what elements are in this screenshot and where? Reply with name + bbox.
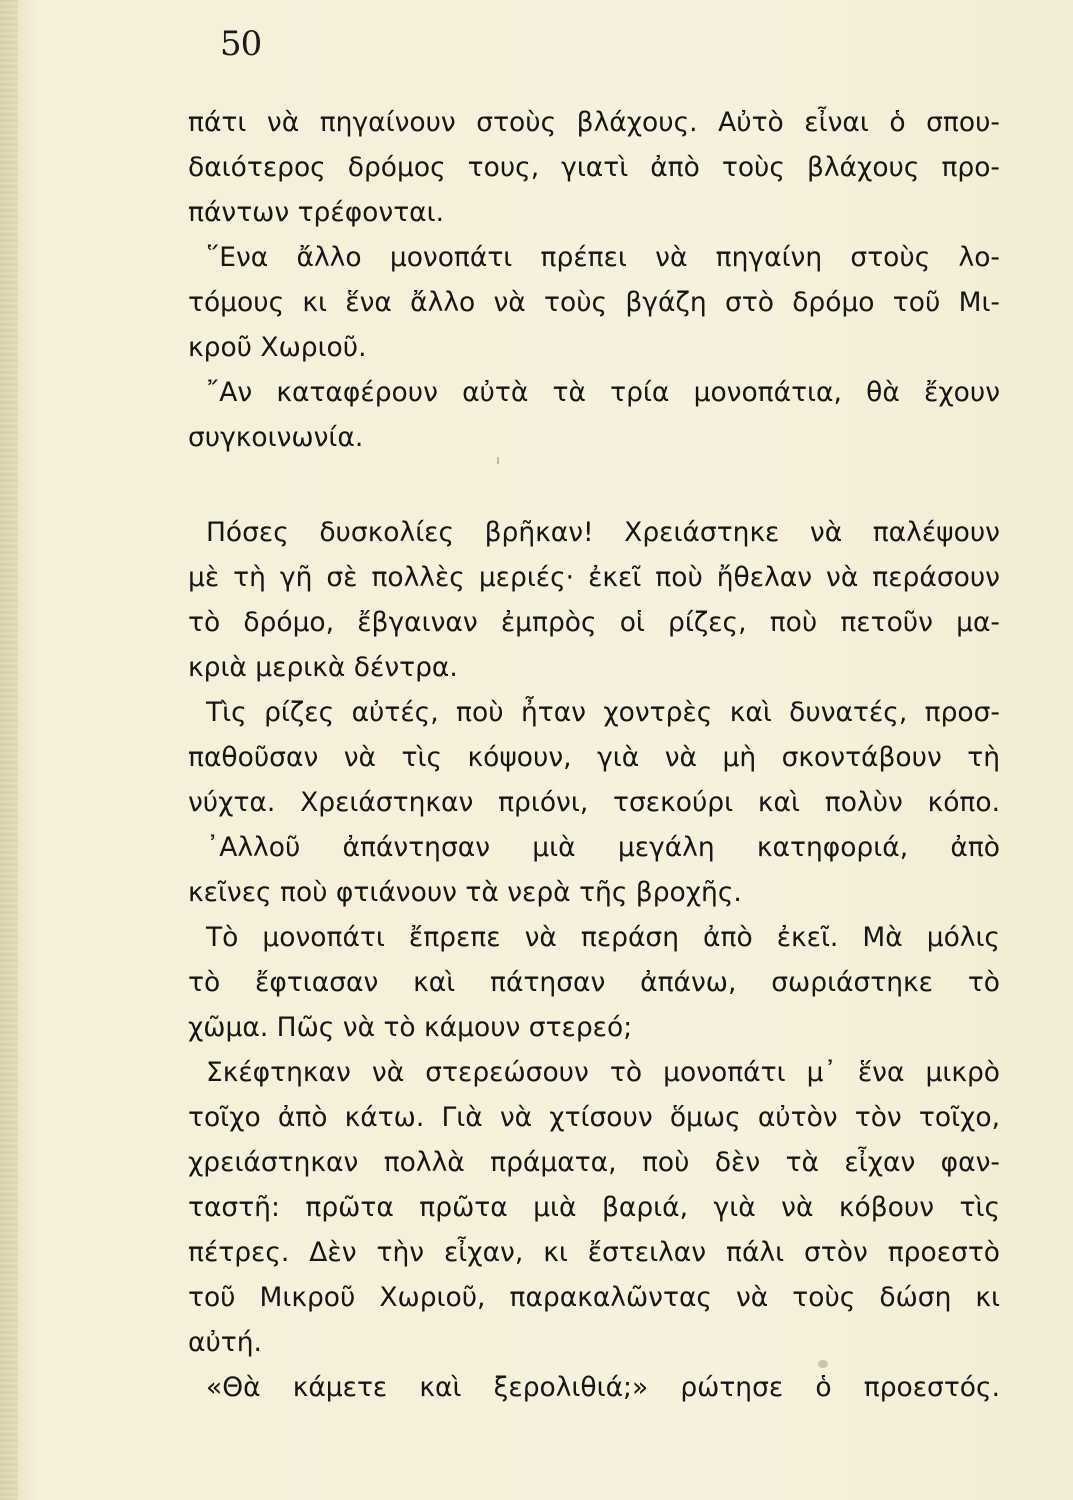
text-line: «Θὰ κάμετε καὶ ξερολιθιά;» ρώτησε ὁ προεστός. bbox=[206, 1372, 1000, 1403]
paper-speck bbox=[818, 1360, 828, 1368]
print-mark bbox=[497, 457, 499, 464]
text-line: πέτρες. Δὲν τὴν εἶχαν, κι ἔστειλαν πάλι στὸν προεστὸ bbox=[188, 1237, 1000, 1268]
text-line: Σκέφτηκαν νὰ στερεώσουν τὸ μονοπάτι μ᾿ ἕνα μικρὸ bbox=[206, 1057, 1000, 1088]
text-line: τὸ δρόμο, ἔβγαιναν ἐμπρὸς οἱ ρίζες, ποὺ πετοῦν μα- bbox=[188, 607, 1000, 638]
text-line: μὲ τὴ γῆ σὲ πολλὲς μεριές· ἐκεῖ ποὺ ἤθελαν νὰ περάσουν bbox=[188, 562, 1000, 593]
text-line: κροῦ Χωριοῦ. bbox=[188, 332, 367, 363]
text-line: παθοῦσαν νὰ τὶς κόψουν, γιὰ νὰ μὴ σκοντάβουν τὴ bbox=[188, 742, 1000, 773]
text-line: τοῖχο ἀπὸ κάτω. Γιὰ νὰ χτίσουν ὅμως αὐτὸν τὸν τοῖχο, bbox=[188, 1102, 1000, 1133]
text-line: πάτι νὰ πηγαίνουν στοὺς βλάχους. Αὐτὸ εἶναι ὁ σπου- bbox=[188, 107, 1000, 138]
text-line: ᾿Αλλοῦ ἀπάντησαν μιὰ μεγάλη κατηφοριά, ἀπὸ bbox=[206, 832, 1000, 863]
text-line: ῎Αν καταφέρουν αὐτὰ τὰ τρία μονοπάτια, θὰ ἔχουν bbox=[206, 377, 1000, 408]
text-line: Τὸ μονοπάτι ἔπρεπε νὰ περάση ἀπὸ ἐκεῖ. Μὰ μόλις bbox=[206, 922, 1000, 953]
text-line: ταστῆ: πρῶτα πρῶτα μιὰ βαριά, γιὰ νὰ κόβουν τὶς bbox=[188, 1192, 1000, 1223]
text-line: αὐτή. bbox=[188, 1327, 262, 1358]
text-line: συγκοινωνία. bbox=[188, 422, 364, 453]
page-binding-edge bbox=[0, 0, 18, 1500]
text-line: δαιότερος δρόμος τους, γιατὶ ἀπὸ τοὺς βλάχους προ- bbox=[188, 152, 1000, 183]
text-line: κεῖνες ποὺ φτιάνουν τὰ νερὰ τῆς βροχῆς. bbox=[188, 877, 742, 908]
text-line: χῶμα. Πῶς νὰ τὸ κάμουν στερεό; bbox=[188, 1012, 633, 1043]
text-line: τόμους κι ἕνα ἄλλο νὰ τοὺς βγάζη στὸ δρόμο τοῦ Μι- bbox=[188, 287, 1000, 318]
text-line: τοῦ Μικροῦ Χωριοῦ, παρακαλῶντας νὰ τοὺς δώση κι bbox=[188, 1282, 1000, 1313]
text-line: κριὰ μερικὰ δέντρα. bbox=[188, 652, 458, 683]
text-line: πάντων τρέφονται. bbox=[188, 197, 445, 228]
body-text bbox=[188, 100, 1000, 1410]
text-line: χρειάστηκαν πολλὰ πράματα, ποὺ δὲν τὰ εἶχαν φαν- bbox=[188, 1147, 1000, 1178]
text-line: νύχτα. Χρειάστηκαν πριόνι, τσεκούρι καὶ πολὺν κόπο. bbox=[188, 787, 1000, 818]
text-line: ῞Ενα ἄλλο μονοπάτι πρέπει νὰ πηγαίνη στοὺς λο- bbox=[206, 242, 1000, 273]
section-break bbox=[188, 460, 1000, 510]
text-line: Πόσες δυσκολίες βρῆκαν! Χρειάστηκε νὰ παλέψουν bbox=[206, 517, 1000, 548]
text-line: Τὶς ρίζες αὐτές, ποὺ ἦταν χοντρὲς καὶ δυνατές, προσ- bbox=[206, 697, 1000, 728]
page-number: 50 bbox=[220, 24, 262, 64]
text-line: τὸ ἔφτιασαν καὶ πάτησαν ἀπάνω, σωριάστηκε τὸ bbox=[188, 967, 1000, 998]
